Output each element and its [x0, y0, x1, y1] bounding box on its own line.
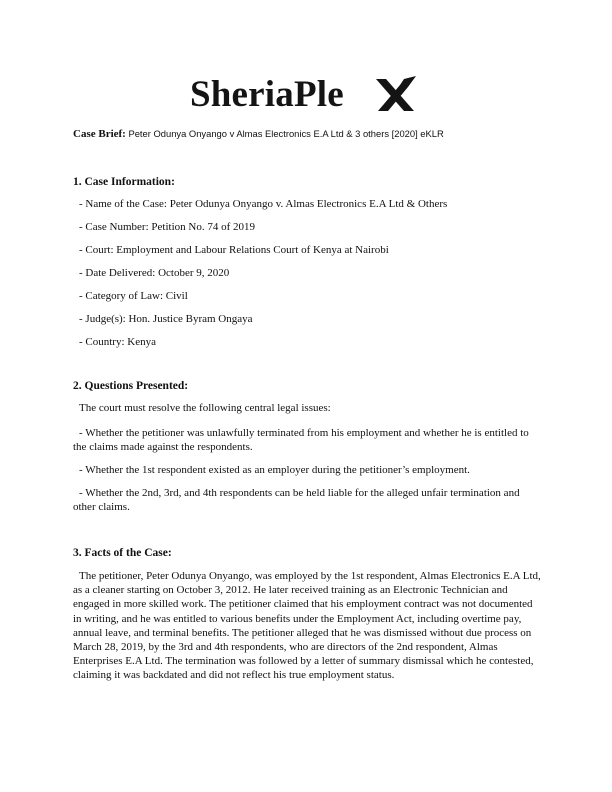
case-brief-line	[73, 128, 444, 140]
question-item: - Whether the 2nd, 3rd, and 4th respondents can be held liable for the alleged unfair termination and other claims.	[73, 487, 520, 514]
case-brief-label: Case Brief:	[73, 128, 126, 140]
question-item: - Whether the petitioner was unlawfully terminated from his employment and whether he is entitled to the claims made against the respondents.	[73, 427, 529, 454]
section-heading-facts: 3. Facts of the Case:	[73, 547, 172, 559]
case-info-date: - Date Delivered: October 9, 2020	[79, 267, 230, 279]
case-info-category: - Category of Law: Civil	[79, 290, 188, 302]
section-heading-questions-presented: 2. Questions Presented:	[73, 380, 189, 392]
case-info-number: - Case Number: Petition No. 74 of 2019	[79, 221, 255, 233]
case-info-country: - Country: Kenya	[79, 336, 156, 348]
questions-intro: The court must resolve the following central legal issues:	[79, 402, 331, 414]
question-item: - Whether the 1st respondent existed as an employer during the petitioner’s employment.	[79, 464, 470, 476]
logo-x-mark-icon	[374, 75, 418, 115]
case-info-court: - Court: Employment and Labour Relations Court of Kenya at Nairobi	[79, 244, 389, 256]
facts-paragraph: The petitioner, Peter Odunya Onyango, was employed by the 1st respondent, Almas Electronics E.A Ltd, as a cleaner starting on October 3, 2012. He later received training as an Electronic Technician and engaged in more skilled work. The petitioner claimed that his employment contract was not documented in writing, and he was entitled to various benefits under the Employment Act, including overtime pay, annual leave, and terminal benefits. The petitioner alleged that he was dismissed without due process on March 28, 2019, by the 3rd and 4th respondents, who are directors of the 2nd respondent, Almas Enterprises E.A Ltd. The termination was followed by a letter of summary dismissal which he contested, claiming it was backdated and did not reflect his true employment status.	[73, 570, 541, 682]
logo-text: SheriaPle	[190, 74, 344, 115]
case-brief-title: Peter Odunya Onyango v Almas Electronics E.A Ltd & 3 others [2020] eKLR	[128, 128, 444, 139]
sheriaplex-logo	[190, 70, 420, 120]
section-heading-case-information: 1. Case Information:	[73, 176, 175, 188]
case-info-name: - Name of the Case: Peter Odunya Onyango v. Almas Electronics E.A Ltd & Others	[79, 198, 448, 210]
case-info-judges: - Judge(s): Hon. Justice Byram Ongaya	[79, 313, 253, 325]
